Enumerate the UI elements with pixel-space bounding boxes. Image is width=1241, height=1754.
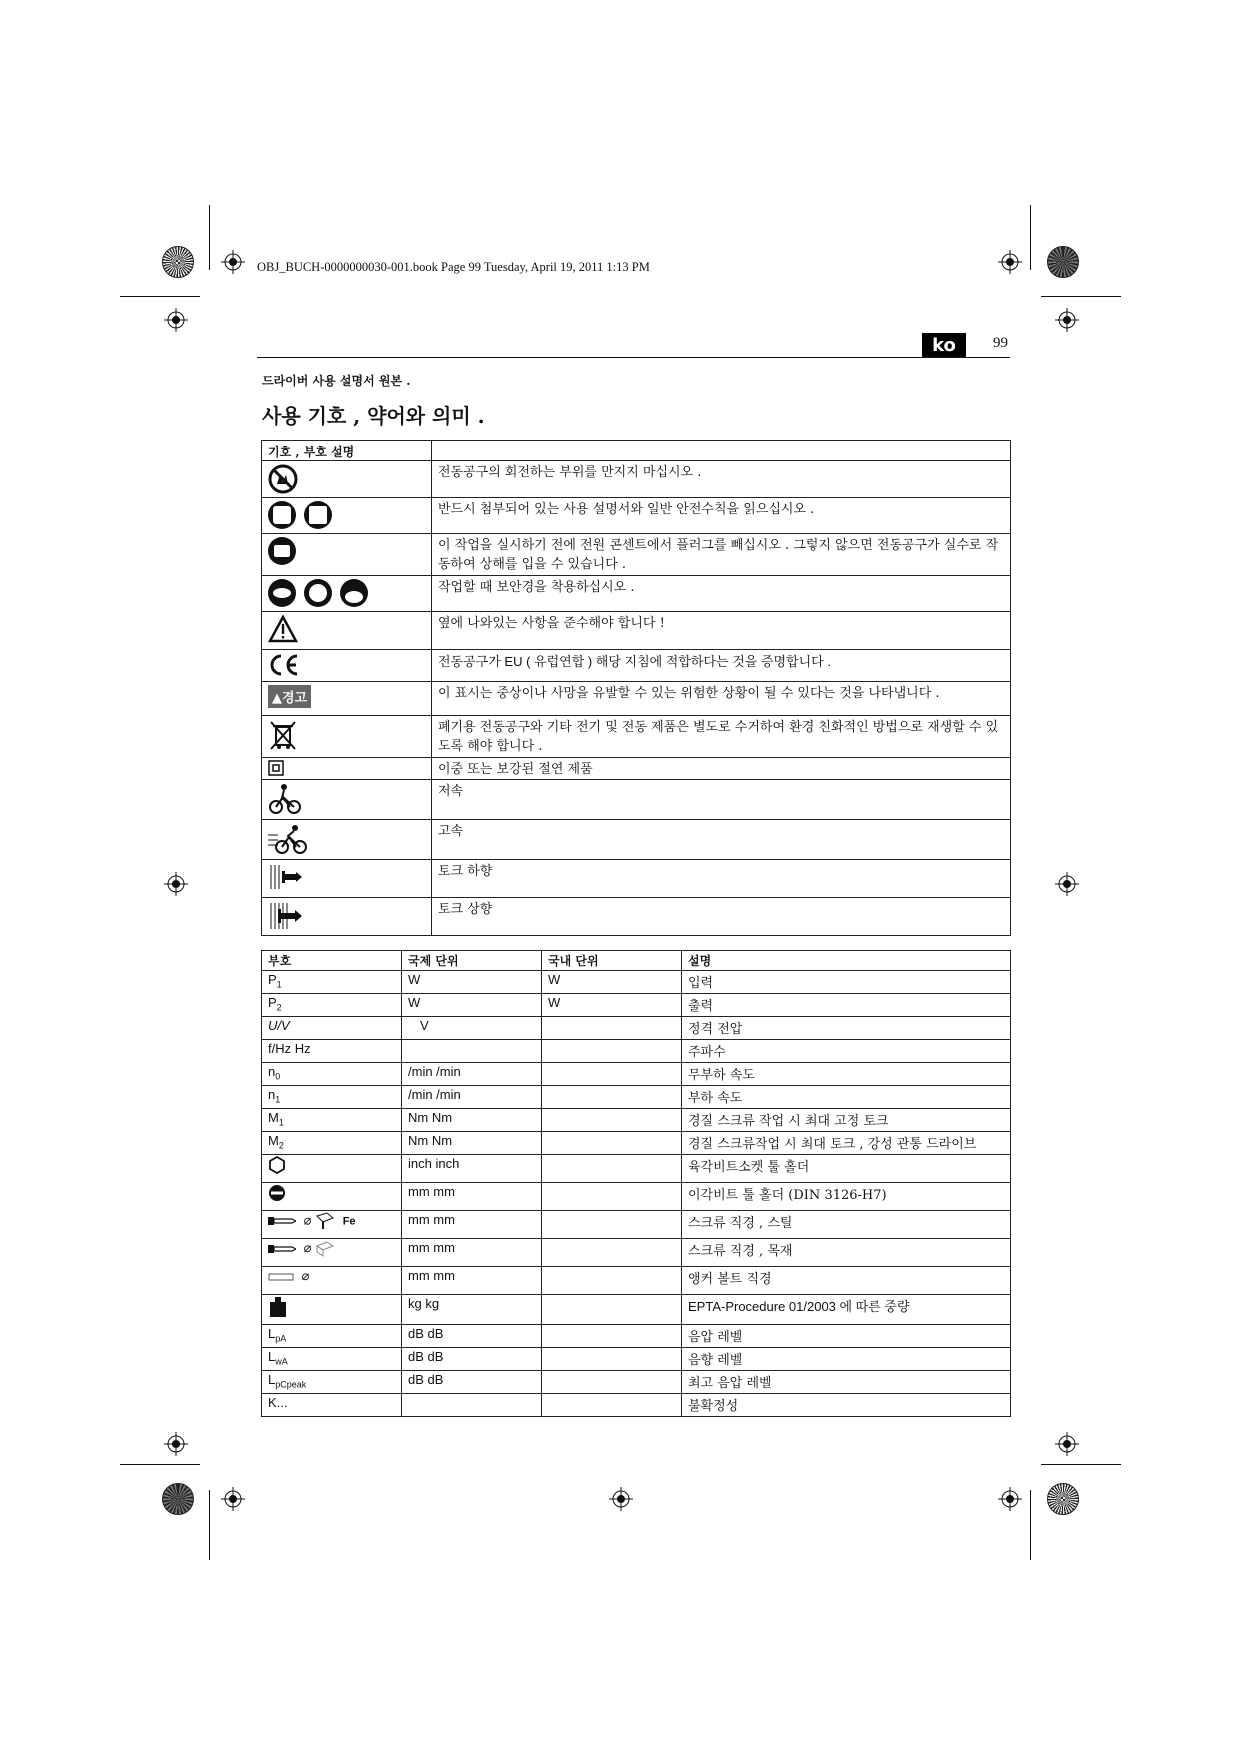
doc-title: 사용 기호 , 약어와 의미 . [262, 404, 485, 428]
header-rule [257, 357, 1010, 358]
unit-symbol: M [268, 1110, 279, 1125]
table-row [262, 1325, 1011, 1348]
table-row [262, 716, 1011, 758]
local-unit [542, 1017, 682, 1040]
local-unit [542, 1394, 682, 1417]
local-unit [542, 1183, 682, 1211]
page-number: 99 [993, 335, 1008, 351]
unit-description: 경질 스크류 작업 시 최대 고정 토크 [682, 1109, 1011, 1132]
unit-symbol-subscript: pCpeak [275, 1379, 307, 1390]
screw-steel-icon [268, 1215, 296, 1227]
symbols-table-header [262, 441, 1011, 461]
table-row [262, 576, 1011, 612]
symbol-description: 전동공구의 회전하는 부위를 만지지 마십시오 . [432, 461, 1011, 498]
unit-symbol: L [268, 1349, 276, 1364]
ear-protection-icon [304, 579, 332, 607]
unit-description: 스크류 직경 , 목재 [682, 1239, 1011, 1267]
table-row [262, 1086, 1011, 1109]
language-badge: ko [922, 333, 966, 358]
unit-symbol-subscript: 2 [278, 1140, 284, 1151]
units-table-header [262, 951, 1011, 971]
table-row [262, 1371, 1011, 1394]
unit-symbol: U/V [262, 1017, 402, 1040]
registration-target-icon [609, 1487, 633, 1511]
intl-unit: W [402, 994, 542, 1017]
table-row [262, 1295, 1011, 1325]
table-row [262, 1183, 1011, 1211]
unit-symbol: P [268, 995, 277, 1010]
header-cell: 기호 , 부호 설명 [262, 441, 432, 461]
local-unit [542, 1109, 682, 1132]
table-row [262, 650, 1011, 682]
table-row [262, 1040, 1011, 1063]
unit-description: 입력 [682, 971, 1011, 994]
intl-unit: mm mm [402, 1183, 542, 1211]
table-row [262, 780, 1011, 820]
unit-description: 출력 [682, 994, 1011, 1017]
diameter-symbol: ⌀ [303, 1240, 312, 1255]
header-cell: 국내 단위 [542, 951, 682, 971]
local-unit [542, 1325, 682, 1348]
unit-symbol-subscript: 0 [275, 1071, 281, 1082]
registration-target-icon [1055, 872, 1079, 896]
read-manual-icon [268, 501, 296, 529]
color-wheel-icon [162, 1483, 194, 1515]
symbol-description: 이 작업을 실시하기 전에 전원 콘센트에서 플러그를 빼십시오 . 그렇지 않으면 전동공구가 실수로 작동하여 상해를 입을 수 있습니다 . [432, 534, 1011, 576]
color-wheel-icon [1047, 1483, 1079, 1515]
intl-unit: dB dB [402, 1325, 542, 1348]
local-unit [542, 1239, 682, 1267]
table-row [262, 1132, 1011, 1155]
unit-description: 앵커 볼트 직경 [682, 1267, 1011, 1295]
intl-unit: mm mm [402, 1267, 542, 1295]
table-row [262, 898, 1011, 936]
local-unit [542, 1267, 682, 1295]
registration-target-icon [998, 1487, 1022, 1511]
local-unit [542, 1348, 682, 1371]
table-row [262, 534, 1011, 576]
unit-symbol: f/Hz Hz [262, 1040, 402, 1063]
table-row [262, 758, 1011, 780]
unit-symbol-subscript: pA [275, 1333, 287, 1344]
unit-description: 정격 전압 [682, 1017, 1011, 1040]
double-insulation-icon [268, 760, 284, 776]
registration-target-icon [221, 250, 245, 274]
symbol-description: 반드시 첨부되어 있는 사용 설명서와 일반 안전수칙을 읽으십시오 . [432, 498, 1011, 534]
steel-label: Fe [342, 1215, 356, 1228]
unit-symbol: K... [262, 1394, 402, 1417]
unit-description: 경질 스크류작업 시 최대 토크 , 강성 관통 드라이브 [682, 1132, 1011, 1155]
table-row [262, 498, 1011, 534]
local-unit [542, 1371, 682, 1394]
diameter-symbol: ⌀ [303, 1212, 312, 1228]
unit-description: 스크류 직경 , 스틸 [682, 1211, 1011, 1239]
screw-wood-icon [268, 1243, 296, 1255]
unit-symbol: M [268, 1133, 279, 1148]
unit-description: 이각비트 툴 홀더 (DIN 3126-H7) [682, 1183, 1011, 1211]
unit-symbol-subscript: wA [275, 1356, 288, 1367]
unit-symbol: L [268, 1372, 276, 1387]
intl-unit: V [402, 1017, 542, 1040]
table-row [262, 1155, 1011, 1183]
unit-description: 불확정성 [682, 1394, 1011, 1417]
unit-symbol: P [268, 972, 277, 987]
intl-unit: kg kg [402, 1295, 542, 1325]
local-unit [542, 1063, 682, 1086]
unplug-icon [268, 537, 296, 565]
manual-book-icon [304, 501, 332, 529]
header-cell: 부호 [262, 951, 402, 971]
intl-unit [402, 1040, 542, 1063]
torque-high-icon [268, 901, 308, 931]
table-row [262, 860, 1011, 898]
unit-symbol-subscript: 1 [276, 979, 282, 990]
weight-icon [268, 1296, 288, 1318]
table-row [262, 461, 1011, 498]
registration-target-icon [164, 308, 188, 332]
unit-symbol-subscript: 2 [276, 1002, 282, 1013]
unit-symbol: L [268, 1326, 276, 1341]
unit-description: 부하 속도 [682, 1086, 1011, 1109]
symbol-description: 옆에 나와있는 사항을 준수해야 합니다 ! [432, 612, 1011, 650]
table-row [262, 1109, 1011, 1132]
symbol-description: 고속 [432, 820, 1011, 860]
weee-bin-icon [268, 719, 298, 751]
unit-description: 음향 레벨 [682, 1348, 1011, 1371]
intl-unit: dB dB [402, 1348, 542, 1371]
local-unit [542, 1295, 682, 1325]
torque-low-icon [268, 863, 304, 891]
registration-target-icon [998, 250, 1022, 274]
doc-subtitle: 드라이버 사용 설명서 원본 . [262, 374, 411, 388]
dust-mask-icon [340, 579, 368, 607]
table-row [262, 1394, 1011, 1417]
warning-badge-icon: ▲경고 [268, 685, 311, 708]
symbols-table [261, 440, 1011, 936]
symbol-description: 저속 [432, 780, 1011, 820]
color-wheel-icon [162, 246, 194, 278]
registration-target-icon [164, 1432, 188, 1456]
table-row [262, 1017, 1011, 1040]
header-cell [432, 441, 1011, 461]
registration-target-icon [164, 872, 188, 896]
diameter-symbol: ⌀ [301, 1268, 310, 1283]
local-unit [542, 1211, 682, 1239]
unit-symbol: n [268, 1064, 276, 1079]
eye-protection-icon [268, 579, 296, 607]
warning-triangle-icon [268, 615, 298, 643]
high-speed-bike-icon [268, 823, 308, 855]
table-row [262, 994, 1011, 1017]
hex-socket-icon [268, 1156, 286, 1174]
table-row [262, 612, 1011, 650]
table-row [262, 1239, 1011, 1267]
color-wheel-icon [1047, 246, 1079, 278]
local-unit [542, 1155, 682, 1183]
low-speed-bike-icon [268, 783, 302, 815]
table-row [262, 682, 1011, 716]
table-row [262, 1211, 1011, 1239]
anchor-bolt-icon [268, 1272, 294, 1282]
no-touch-rotating-icon [268, 464, 298, 494]
registration-target-icon [1055, 308, 1079, 332]
bit-holder-icon [268, 1184, 286, 1202]
registration-target-icon [1055, 1432, 1079, 1456]
intl-unit: mm mm [402, 1239, 542, 1267]
symbol-description: 토크 상향 [432, 898, 1011, 936]
table-row [262, 971, 1011, 994]
table-row [262, 1267, 1011, 1295]
unit-symbol-subscript: 1 [278, 1117, 284, 1128]
unit-description: 주파수 [682, 1040, 1011, 1063]
table-row [262, 1348, 1011, 1371]
registration-target-icon [221, 1487, 245, 1511]
steel-plate-icon [315, 1212, 335, 1230]
header-cell: 설명 [682, 951, 1011, 971]
book-info: OBJ_BUCH-0000000030-001.book Page 99 Tuesday, April 19, 2011 1:13 PM [257, 260, 650, 274]
unit-description: 음압 레벨 [682, 1325, 1011, 1348]
local-unit [542, 1086, 682, 1109]
intl-unit: Nm Nm [402, 1109, 542, 1132]
symbol-description: 폐기용 전동공구와 기타 전기 및 전동 제품은 별도로 수거하여 환경 친화적인 방법으로 재생할 수 있도록 해야 합니다 . [432, 716, 1011, 758]
intl-unit: inch inch [402, 1155, 542, 1183]
symbol-description: 이중 또는 보강된 절연 제품 [432, 758, 1011, 780]
local-unit [542, 1040, 682, 1063]
intl-unit: Nm Nm [402, 1132, 542, 1155]
table-row [262, 1063, 1011, 1086]
unit-description: EPTA-Procedure 01/2003 에 따른 중량 [682, 1295, 1011, 1325]
local-unit: W [542, 994, 682, 1017]
intl-unit: W [402, 971, 542, 994]
intl-unit: dB dB [402, 1371, 542, 1394]
symbol-description: 전동공구가 EU ( 유럽연합 ) 해당 지침에 적합하다는 것을 증명합니다 . [432, 650, 1011, 682]
symbol-description: 작업할 때 보안경을 착용하십시오 . [432, 576, 1011, 612]
intl-unit [402, 1394, 542, 1417]
intl-unit: mm mm [402, 1211, 542, 1239]
intl-unit: /min /min [402, 1063, 542, 1086]
units-table [261, 950, 1011, 1417]
unit-description: 육각비트소켓 툴 홀더 [682, 1155, 1011, 1183]
symbol-description: 이 표시는 중상이나 사망을 유발할 수 있는 위험한 상황이 될 수 있다는 것을 나타냅니다 . [432, 682, 1011, 716]
symbol-description: 토크 하향 [432, 860, 1011, 898]
header-cell: 국제 단위 [402, 951, 542, 971]
wood-block-icon [315, 1241, 335, 1257]
local-unit: W [542, 971, 682, 994]
unit-symbol-subscript: 1 [275, 1094, 281, 1105]
local-unit [542, 1132, 682, 1155]
intl-unit: /min /min [402, 1086, 542, 1109]
unit-symbol: n [268, 1087, 276, 1102]
table-row [262, 820, 1011, 860]
ce-mark-icon [268, 653, 300, 677]
unit-description: 최고 음압 레벨 [682, 1371, 1011, 1394]
unit-description: 무부하 속도 [682, 1063, 1011, 1086]
